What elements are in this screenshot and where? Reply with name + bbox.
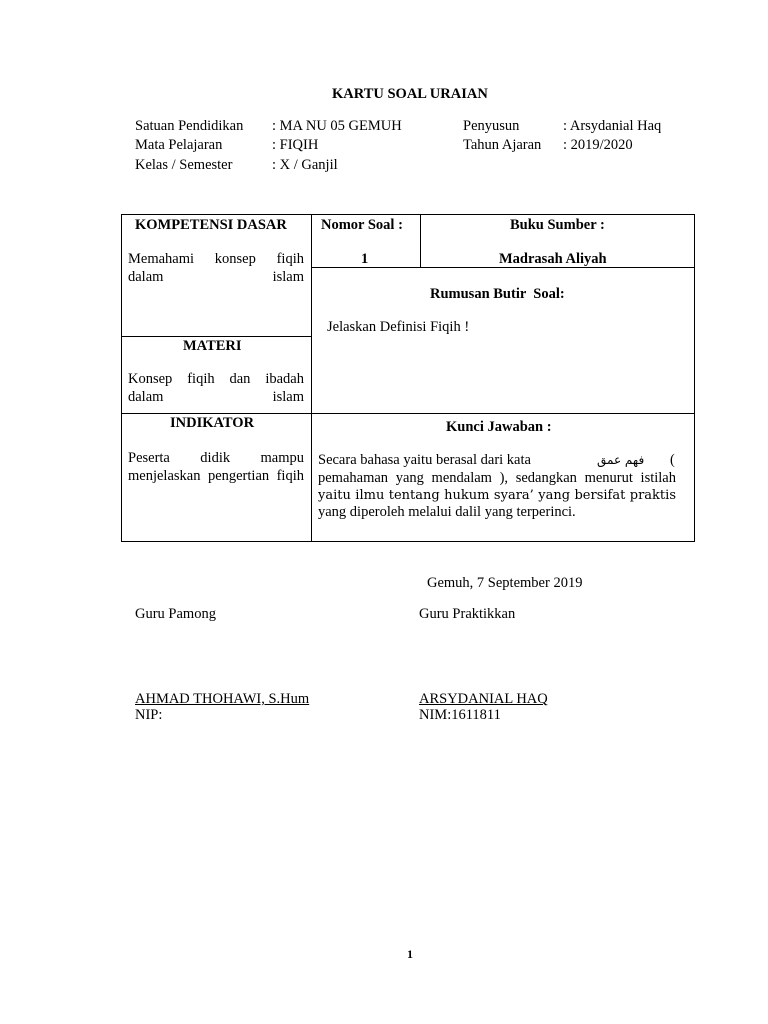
kunci-arabic: فهم عمق xyxy=(597,453,645,467)
kunci-line-1-end: ( xyxy=(670,452,675,468)
guru-praktikkan-name: ARSYDANIAL HAQ xyxy=(419,691,548,707)
table-divider-nomor xyxy=(420,214,421,267)
table-border-bottom xyxy=(121,541,695,542)
guru-praktikkan-nim: NIM:1611811 xyxy=(419,707,501,723)
satuan-value: : MA NU 05 GEMUH xyxy=(272,118,402,134)
guru-praktikkan-title: Guru Praktikkan xyxy=(419,606,516,622)
kunci-line-3: yaitu ilmu tentang hukum syara’ yang bersifat praktis xyxy=(318,488,676,503)
table-border-right xyxy=(694,214,695,542)
guru-pamong-nip: NIP: xyxy=(135,707,163,723)
kd-text: Memahami konsep fiqih dalam islam xyxy=(128,251,304,285)
indikator-text: Peserta didik mampu menjelaskan pengertian fiqih xyxy=(128,450,304,484)
kunci-line-4: yang diperoleh melalui dalil yang terperinci. xyxy=(318,504,576,520)
document-title: KARTU SOAL URAIAN xyxy=(332,86,488,102)
tahun-label: Tahun Ajaran xyxy=(463,137,542,153)
penyusun-value: : Arsydanial Haq xyxy=(563,118,662,134)
kunci-line-1: Secara bahasa yaitu berasal dari kata xyxy=(318,452,531,468)
buku-sumber-value: Madrasah Aliyah xyxy=(499,251,607,267)
kunci-jawaban-heading: Kunci Jawaban : xyxy=(446,419,552,435)
table-border-top xyxy=(121,214,695,215)
signature-date: Gemuh, 7 September 2019 xyxy=(427,575,583,591)
kunci-line-2: pemahaman yang mendalam ), sedangkan menurut istilah xyxy=(318,470,676,486)
tahun-value: : 2019/2020 xyxy=(563,137,633,153)
indikator-heading: INDIKATOR xyxy=(170,415,255,431)
rumusan-heading: Rumusan Butir Soal: xyxy=(430,286,565,302)
guru-pamong-name: AHMAD THOHAWI, S.Hum xyxy=(135,691,310,707)
penyusun-label: Penyusun xyxy=(463,118,520,134)
materi-text: Konsep fiqih dan ibadah dalam islam xyxy=(128,371,304,405)
page-number: 1 xyxy=(407,947,413,961)
kelas-label: Kelas / Semester xyxy=(135,157,233,173)
nomor-soal-heading: Nomor Soal : xyxy=(321,217,403,233)
table-divider-middle xyxy=(311,214,312,542)
kd-heading: KOMPETENSI DASAR xyxy=(135,217,287,233)
table-border-left xyxy=(121,214,122,542)
mapel-label: Mata Pelajaran xyxy=(135,137,223,153)
materi-heading: MATERI xyxy=(183,338,242,354)
kelas-value: : X / Ganjil xyxy=(272,157,338,173)
buku-sumber-heading: Buku Sumber : xyxy=(510,217,605,233)
mapel-value: : FIQIH xyxy=(272,137,319,153)
nomor-soal-value: 1 xyxy=(361,251,369,267)
rumusan-text: Jelaskan Definisi Fiqih ! xyxy=(327,319,470,335)
table-rule-materi xyxy=(121,336,312,337)
satuan-label: Satuan Pendidikan xyxy=(135,118,244,134)
guru-pamong-title: Guru Pamong xyxy=(135,606,216,622)
